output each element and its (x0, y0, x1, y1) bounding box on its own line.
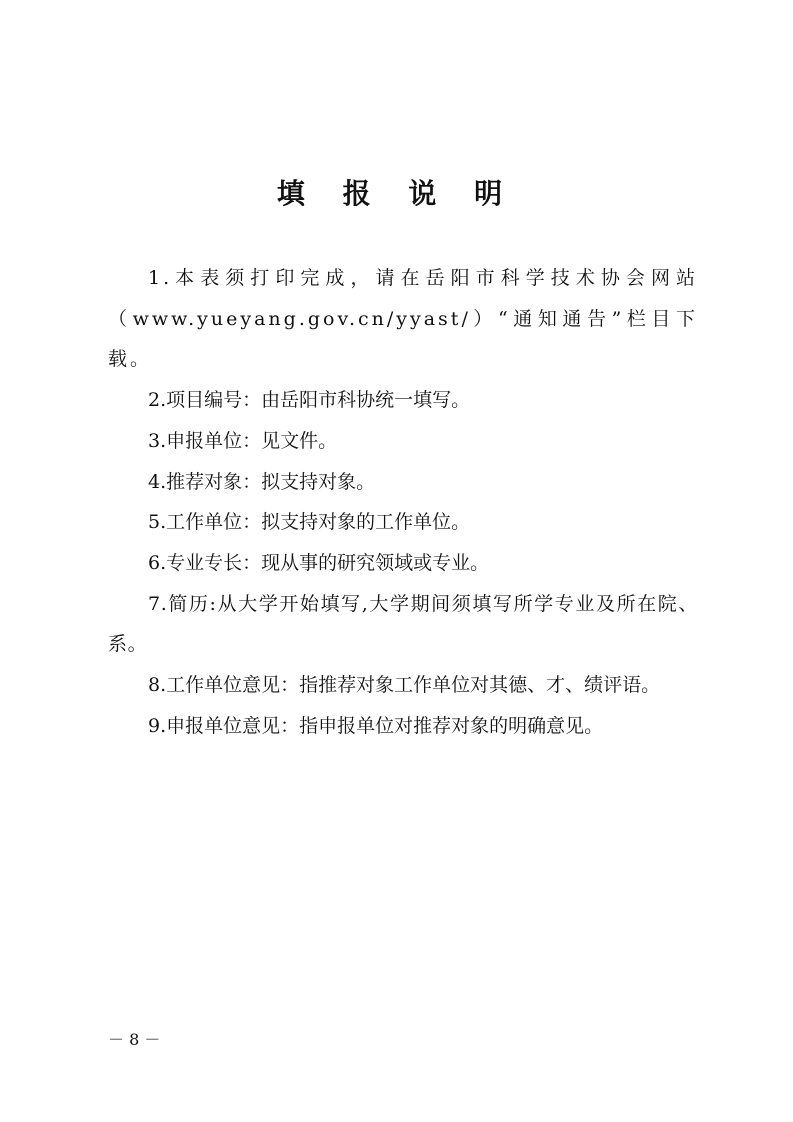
instruction-item-7: 7.简历:从大学开始填写,大学期间须填写所学专业及所在院、系。 (108, 592, 698, 656)
instruction-item-1: 1.本表须打印完成，请在岳阳市科学技术协会网站（www.yueyang.gov.cn/yyast/）“通知通告”栏目下载。 (108, 267, 698, 371)
instruction-item-4: 4.推荐对象：拟支持对象。 (148, 470, 376, 493)
instruction-item-5: 5.工作单位：拟支持对象的工作单位。 (148, 511, 471, 534)
page-number: － 8 － (108, 1030, 161, 1049)
instruction-item-9: 9.申报单位意见：指申报单位对推荐对象的明确意见。 (148, 714, 604, 737)
instruction-item-3: 3.申报单位：见文件。 (148, 429, 338, 452)
instruction-list (108, 258, 698, 746)
page-title: 填 报 说 明 (276, 177, 517, 210)
instruction-item-8: 8.工作单位意见：指推荐对象工作单位对其德、才、绩评语。 (148, 674, 661, 697)
instruction-item-2: 2.项目编号：由岳阳市科协统一填写。 (148, 389, 471, 412)
instruction-item-6: 6.专业专长：现从事的研究领域或专业。 (148, 551, 490, 574)
